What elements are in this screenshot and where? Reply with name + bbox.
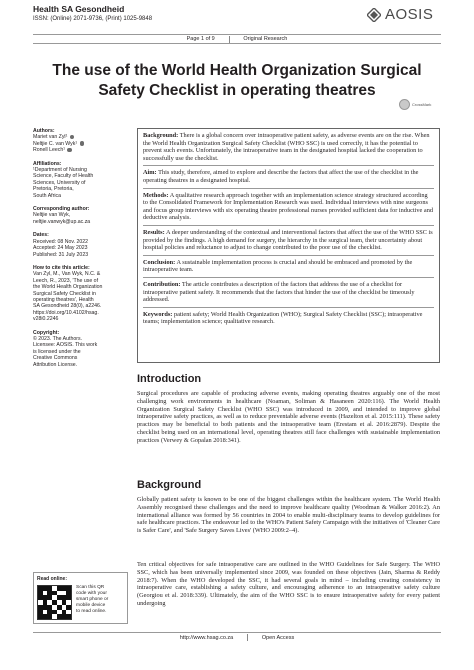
affiliation-line: ¹Department of Nursing — [33, 167, 87, 174]
affiliation-line: Pretoria, Pretoria, — [33, 186, 74, 193]
citation-line: operating theatres', Health — [33, 296, 94, 303]
abstract-divider — [143, 165, 434, 166]
corresponding-heading: Corresponding author: — [33, 206, 90, 213]
page-number: Page 1 of 9 — [186, 36, 215, 42]
corresponding-name: Neltjie van Wyk, — [33, 212, 71, 219]
abstract-label: Aim: — [143, 169, 157, 177]
abstract-label: Contribution: — [143, 280, 181, 288]
citation-line: SA Gesondheid 28(0), a2246. — [33, 303, 102, 310]
citation-doi-link[interactable]: v28i0.2246 — [33, 316, 59, 323]
article-sidebar — [33, 128, 128, 368]
journal-name: Health SA Gesondheid — [33, 4, 125, 14]
article-type: Original Research — [243, 36, 288, 42]
abstract-label: Background: — [143, 132, 179, 139]
date-accepted: Accepted: 24 May 2023 — [33, 245, 88, 252]
copyright-line: is licensed under the — [33, 348, 81, 355]
background-paragraph-2: Ten critical objectives for safe intraoperative care are outlined in the WHO Guidelines for Safe Surgery. The WHO SSC, which has been universally implemented since 2009, was founded on these objectives (Jain, Sharma & Reddy 2018:7). When the WHO developed the SSC, it had several goals in mind – including creating consistency in intraoperative care, establishing a safety culture, and encouraging adherence to an intraoperative safety culture (Georgiou et al. 2018:339). Ultimately, the aim of the WHO SSC is to ensure intraoperative safety for every patient undergoing — [137, 561, 440, 607]
abstract-contribution — [143, 281, 434, 304]
author-name: Neltjie C. van Wyk¹ — [33, 140, 78, 147]
journal-url-link[interactable]: http://www.hsag.co.za — [179, 634, 234, 641]
date-received: Received: 08 Nov. 2022 — [33, 238, 88, 245]
abstract-divider — [143, 255, 434, 256]
abstract-label: Conclusion: — [143, 258, 176, 266]
background-heading: Background — [137, 479, 202, 491]
title-line-1: The use of the World Health Organization Surgical — [52, 62, 422, 79]
abstract-text: A sustainable implementation process is crucial and should be embraced and promoted by the intraoperative team. — [143, 258, 413, 274]
abstract-label: Keywords: — [143, 310, 173, 318]
orcid-icon[interactable] — [70, 135, 75, 140]
citation-line: Van Zyl, M., Van Wyk, N.C. & — [33, 271, 101, 278]
author-item — [33, 147, 128, 153]
abstract-aim — [143, 169, 434, 184]
abstract-text: There is a global concern over intraoperative patient safety, as adverse events are on the rise. When the World Health Organization Surgical Safety Checklist (WHO SSC) is used correctly, it has the potential to prevent such events. Unfortunately, the intraoperative team in the designated hospital lacked the cooperation to successfully use the checklist. — [143, 132, 430, 162]
abstract-label: Methods: — [143, 191, 169, 199]
citation-line: Leech, R., 2023, 'The use of — [33, 277, 99, 284]
read-online-line: mobile device — [76, 603, 106, 608]
affiliation-line: South Africa — [33, 192, 61, 199]
affiliation-line: Sciences, University of — [33, 179, 86, 186]
read-online-line: Scan this QR — [76, 585, 105, 590]
author-name: Mariet van Zyl¹ — [33, 134, 68, 141]
abstract-label: Results: — [143, 228, 165, 236]
background-paragraph-1: Globally patient safety is known to be one of the biggest challenges within the healthcare system. The World Health Assembly recognised these challenges and the need to improve healthcare quality (Woodman & Walker 2016:2). An international alliance was formed by 56 countries in 2004 to enable multi-disciplinary teams to develop guidelines for safe healthcare practices. The endeavour led to the WHO's Patient Safety Campaign with the initiatives of 'Cleaner Care is Safer Care', and 'Safe Surgery Saves Lives' (WHO 2009:2–4). — [137, 496, 440, 534]
dates-heading: Dates: — [33, 232, 49, 239]
copyright-line: Attribution License. — [33, 361, 78, 368]
orcid-icon[interactable] — [80, 141, 85, 146]
authors-heading: Authors: — [33, 128, 55, 134]
abstract-divider — [143, 188, 434, 189]
abstract-box — [137, 128, 440, 363]
copyright-heading: Copyright: — [33, 329, 60, 336]
abstract-keywords — [143, 311, 434, 326]
citation-line: Surgical Safety Checklist in — [33, 290, 96, 297]
qr-code[interactable] — [37, 585, 72, 620]
crossmark-badge[interactable] — [399, 99, 431, 110]
abstract-text: A qualitative research approach together with an implementation science strategy structured according to the Consolidated Framework for Implementation Research was used. Individual interviews with nine surgeons and focus group interviews with six operating theatre professional nurses provided sufficient data for inductive and deductive analysis. — [143, 191, 433, 222]
abstract-methods — [143, 192, 434, 222]
abstract-divider — [143, 277, 434, 278]
article-title — [40, 61, 434, 101]
corresponding-email[interactable]: neltjie.vanwyk@up.ac.za — [33, 218, 91, 225]
abstract-results — [143, 229, 434, 252]
read-online-instructions — [76, 585, 108, 620]
citation-line: the World Health Organization — [33, 284, 103, 291]
read-online-line: to read online. — [76, 609, 107, 614]
read-online-row — [37, 585, 124, 620]
affiliations-heading: Affiliations: — [33, 160, 62, 167]
read-online-line: code with your — [76, 591, 107, 596]
introduction-heading: Introduction — [137, 373, 202, 385]
page-info-bar — [33, 34, 441, 44]
abstract-text: This study, therefore, aimed to explore and describe the factors that affect the use of the checklist in the operating theatres in a designated hospital. — [143, 169, 419, 184]
copyright-line: Licensee: AOSIS. This work — [33, 342, 98, 349]
affiliation-line: Science, Faculty of Health — [33, 173, 94, 180]
copyright-line: Creative Commons — [33, 355, 78, 362]
date-published: Published: 31 July 2023 — [33, 251, 89, 258]
divider — [247, 634, 248, 641]
cite-heading: How to cite this article: — [33, 264, 90, 271]
abstract-divider — [143, 307, 434, 308]
issn: ISSN: (Online) 2071-9736, (Print) 1025-9848 — [33, 16, 153, 22]
title-line-2: Safety Checklist in operating theatres — [98, 82, 376, 99]
logo-text: AOSIS — [385, 6, 434, 23]
page-header — [0, 0, 474, 60]
introduction-paragraph: Surgical procedures are capable of producing adverse events, making operating theatres arguably one of the most challenging work environments in healthcare (Noaman, Soliman & Hasaneen 2020:116). The World Health Organization Surgical Safety Checklist (WHO SSC) was introduced in 2009, and intended to improve global intraoperative safety practices, as well as to reduce preventable adverse events (Hazelton et al. 2015:111). These safety practices may be beneficial to both patients and the intraoperative team (Erestam et al. 2016:2879). Despite the checklist being used on an international level, operating theatres still face challenges with sustainable implementation practices (Verwey & Gopalan 2018:341). — [137, 390, 440, 444]
abstract-text: A deeper understanding of the contextual and interventional factors that affect the use of the WHO SSC is provided by the findings. A high demand for surgery, the hierarchy in the surgical team, their uncertainty about hospital policies and reluctance to adjust to change contributed to the poor use of the checklist. — [143, 228, 433, 252]
page-footer — [33, 632, 441, 642]
aosis-logo — [367, 6, 433, 23]
orcid-icon[interactable] — [67, 148, 72, 153]
crossmark-label: CrossMark — [412, 102, 432, 107]
abstract-text: The article contributes a description of the factors that address the use of a checklist for intraoperative patient safety. It recommends that the factors that hinder the use of the checklist be timeously addressed. — [143, 280, 415, 304]
citation-doi-link[interactable]: https://doi.org/10.4102/hsag. — [33, 309, 99, 316]
read-online-title: Read online: — [37, 576, 68, 582]
open-access-label: Open Access — [261, 634, 295, 641]
crossmark-icon — [399, 99, 410, 110]
divider — [229, 36, 230, 43]
abstract-text: patient safety; World Health Organization (WHO); Surgical Safety Checklist (SSC); intraoperative teams; implementation science; qualitative research. — [143, 310, 423, 326]
copyright-line: © 2023. The Authors. — [33, 335, 83, 342]
author-name: Ronell Leech¹ — [33, 147, 66, 154]
aosis-logo-icon — [367, 8, 381, 22]
abstract-background — [143, 132, 434, 162]
abstract-conclusion — [143, 259, 434, 274]
read-online-box — [33, 572, 128, 624]
read-online-line: smart phone or — [76, 597, 109, 602]
abstract-divider — [143, 225, 434, 226]
